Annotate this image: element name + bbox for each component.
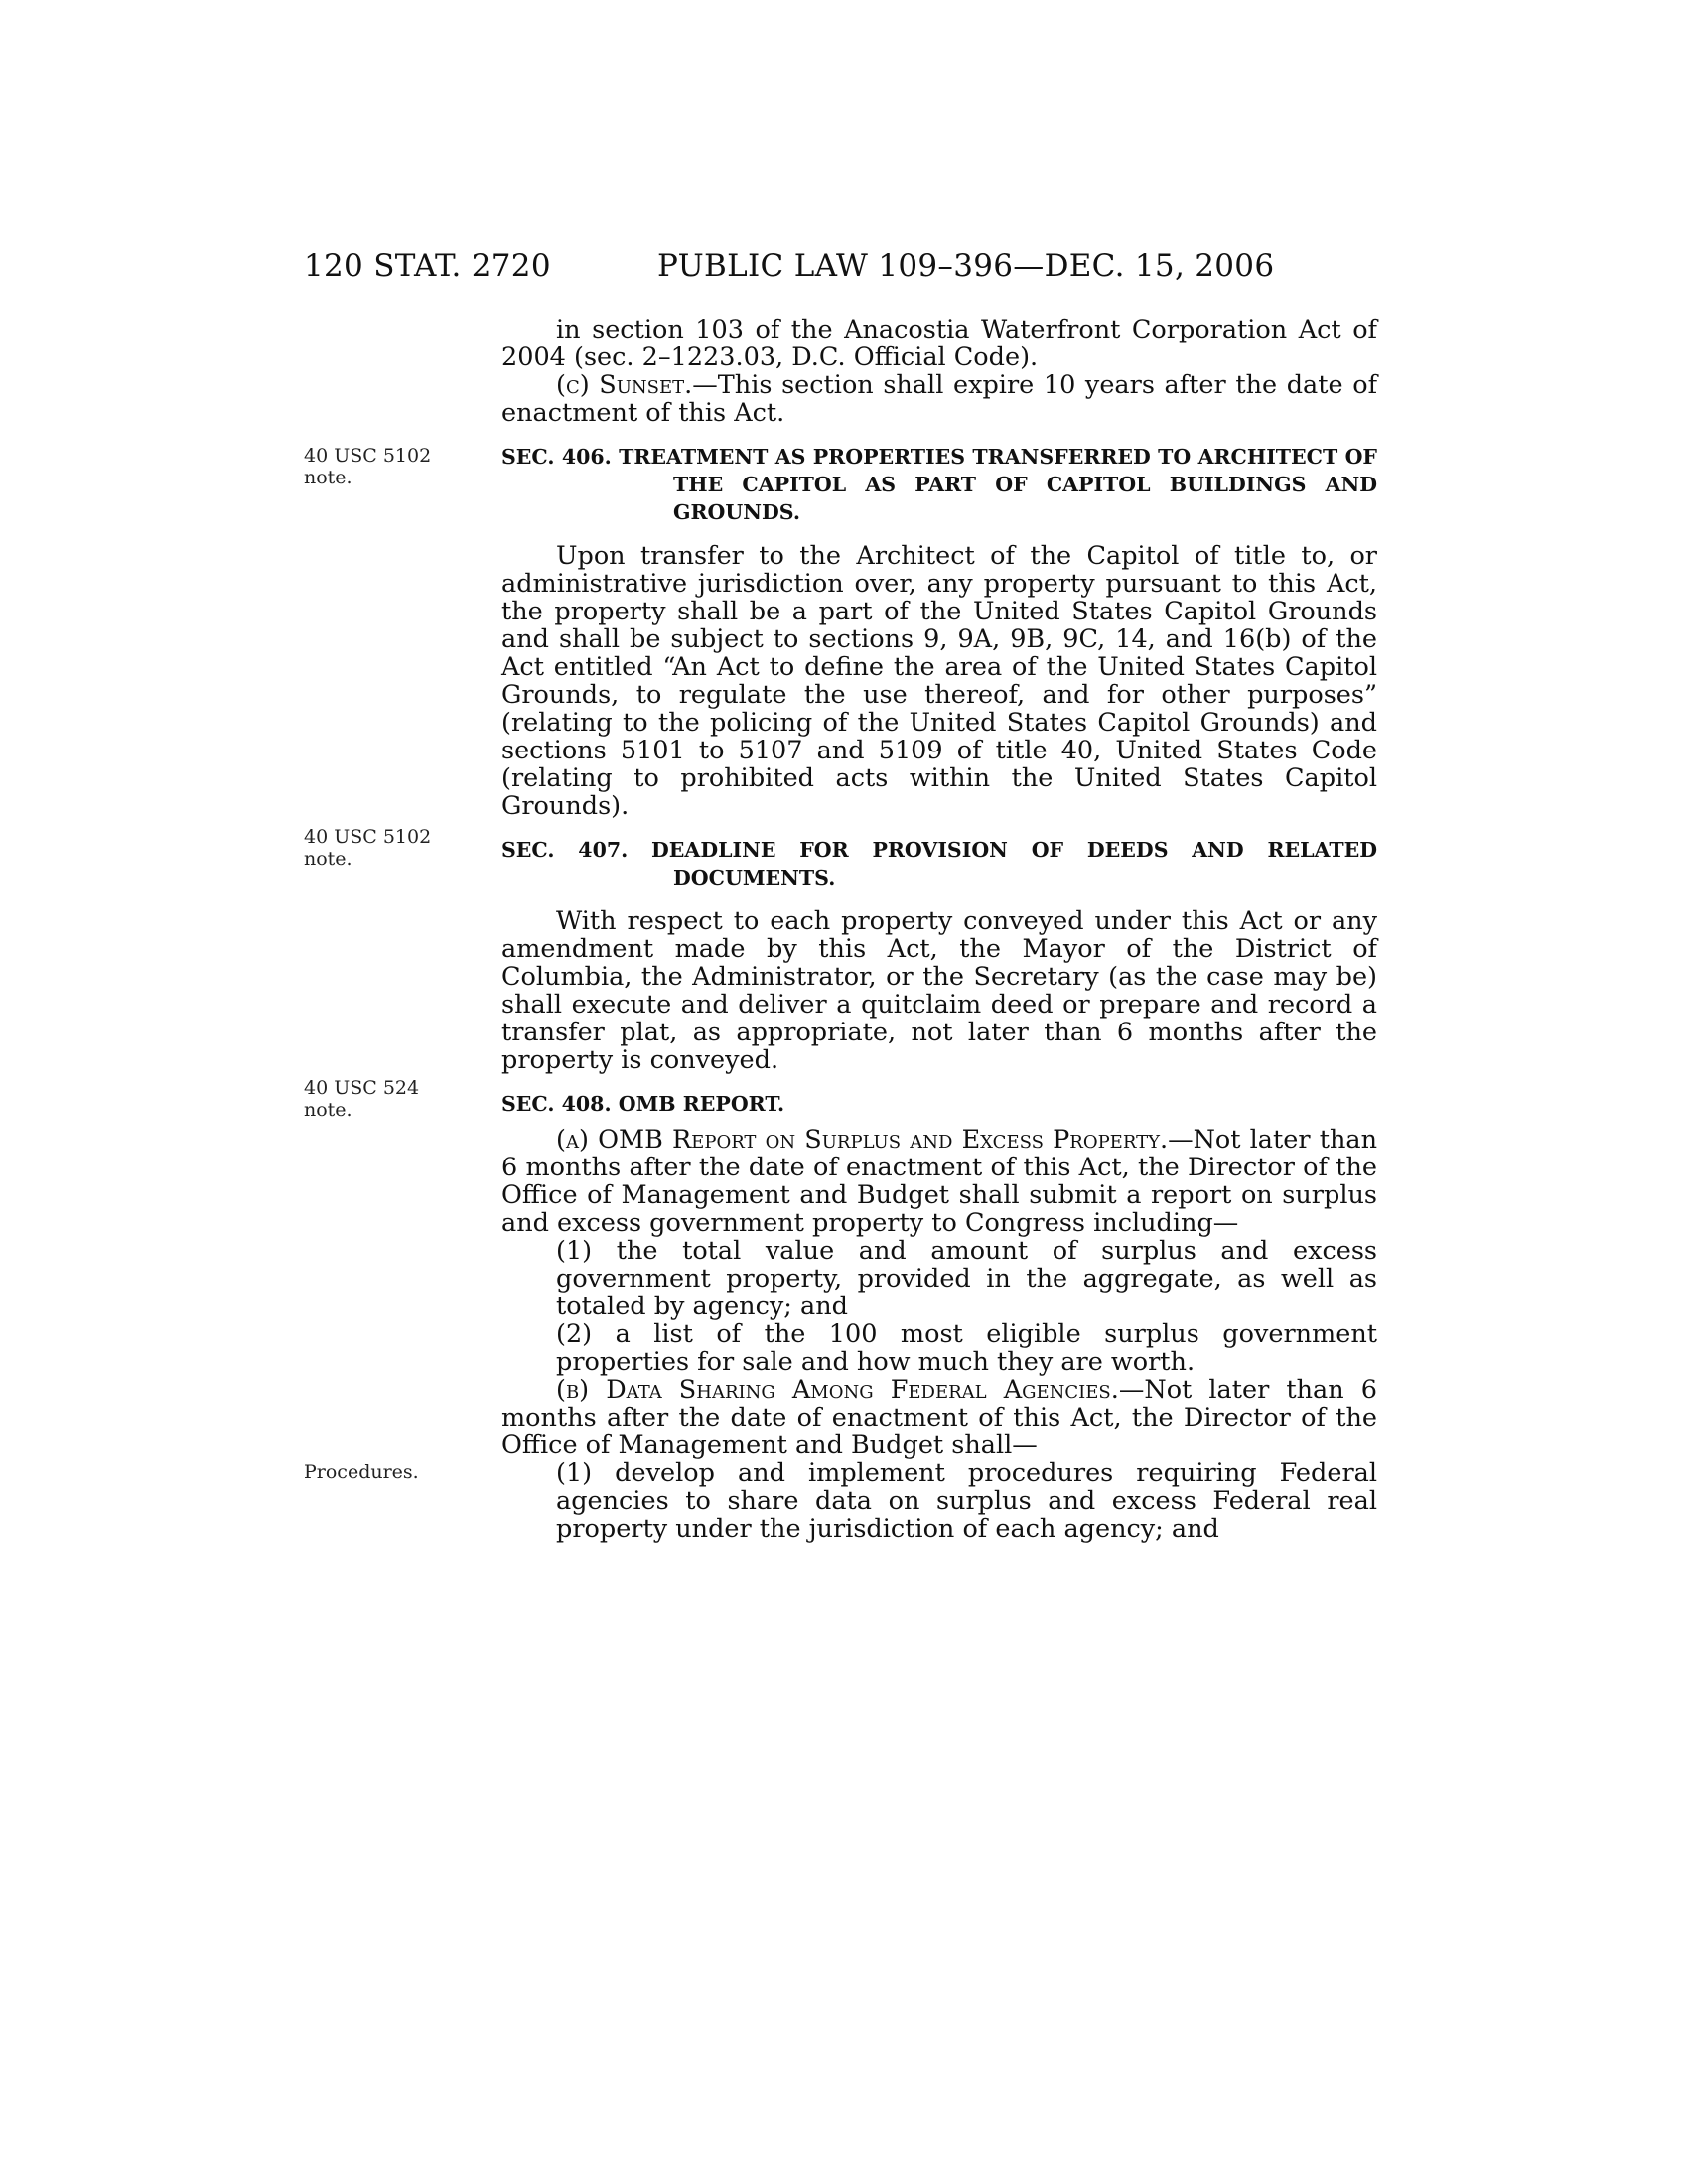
- section-408-heading: SEC. 408. OMB REPORT.: [501, 1092, 785, 1116]
- section-408-a1: (1) the total value and amount of surplus and excess government property, provided in the aggregate, as well as totaled by agency; and: [556, 1236, 1377, 1321]
- continuation-paragraph: in section 103 of the Anacostia Waterfront Corporation Act of 2004 (sec. 2–1223.03, D.C. Official Code).: [501, 315, 1377, 372]
- page-body: [501, 316, 1377, 1543]
- running-header: PUBLIC LAW 109–396—DEC. 15, 2006: [657, 248, 1275, 284]
- section-408-b-label: (b) Data Sharing Among Federal Agencies.: [556, 1375, 1119, 1405]
- section-408-b1: (1) develop and implement procedures requiring Federal agencies to share data on surplus and excess Federal real property under the jurisdiction of each agency; and: [556, 1458, 1377, 1544]
- section-408-b-text: —Not later than 6 months after the date of enactment of this Act, the Director of the Office of Management and Budget shall—: [501, 1375, 1378, 1460]
- section-407-text: With respect to each property conveyed under this Act or any amendment made by this Act, the Mayor of the District of Columbia, the Administrator, or the Secretary (as the case may be) shall execute and deliver a quitclaim deed or prepare and record a transfer plat, as appropriate, not later than 6 months after the property is conveyed.: [501, 906, 1377, 1075]
- section-408-a-label: (a) OMB Report on Surplus and Excess Property.: [556, 1125, 1169, 1155]
- margin-note: 40 USC 5102 note.: [304, 826, 432, 870]
- margin-note: 40 USC 524 note.: [304, 1077, 420, 1121]
- section-407-heading: SEC. 407. DEADLINE FOR PROVISION OF DEEDS AND RELATED DOCUMENTS.: [501, 838, 1377, 889]
- section-408-a2: (2) a list of the 100 most eligible surplus government properties for sale and how much they are worth.: [556, 1319, 1377, 1377]
- margin-note: 40 USC 5102 note.: [304, 445, 432, 488]
- section-408-a: [501, 1126, 1377, 1237]
- page-stat-number: 120 STAT. 2720: [304, 248, 551, 284]
- section-406-text: Upon transfer to the Architect of the Capitol of title to, or administrative jurisdiction over, any property pursuant to this Act, the property shall be a part of the United States Capitol Grounds and shall be subject to sections 9, 9A, 9B, 9C, 14, and 16(b) of the Act entitled “An Act to define the area of the United States Capitol Grounds, to regulate the use thereof, and for other purposes” (relating to the policing of the United States Capitol Grounds) and sections 5101 to 5107 and 5109 of title 40, United States Code (relating to prohibited acts within the United States Capitol Grounds).: [501, 541, 1377, 821]
- section-408-a-text: —Not later than 6 months after the date of enactment of this Act, the Director of the Office of Management and Budget shall submit a report on surplus and excess government property to Congress including—: [501, 1125, 1377, 1238]
- section-408-b: [501, 1376, 1377, 1459]
- section-406-heading: SEC. 406. TREATMENT AS PROPERTIES TRANSFERRED TO ARCHITECT OF THE CAPITOL AS PART OF CAPITOL BUILDINGS AND GROUNDS.: [501, 445, 1377, 524]
- margin-note: Procedures.: [304, 1461, 419, 1483]
- sunset-text: —This section shall expire 10 years after the date of enactment of this Act.: [501, 370, 1378, 428]
- sunset-paragraph: [501, 371, 1377, 427]
- sunset-label: (c) Sunset.: [556, 370, 693, 400]
